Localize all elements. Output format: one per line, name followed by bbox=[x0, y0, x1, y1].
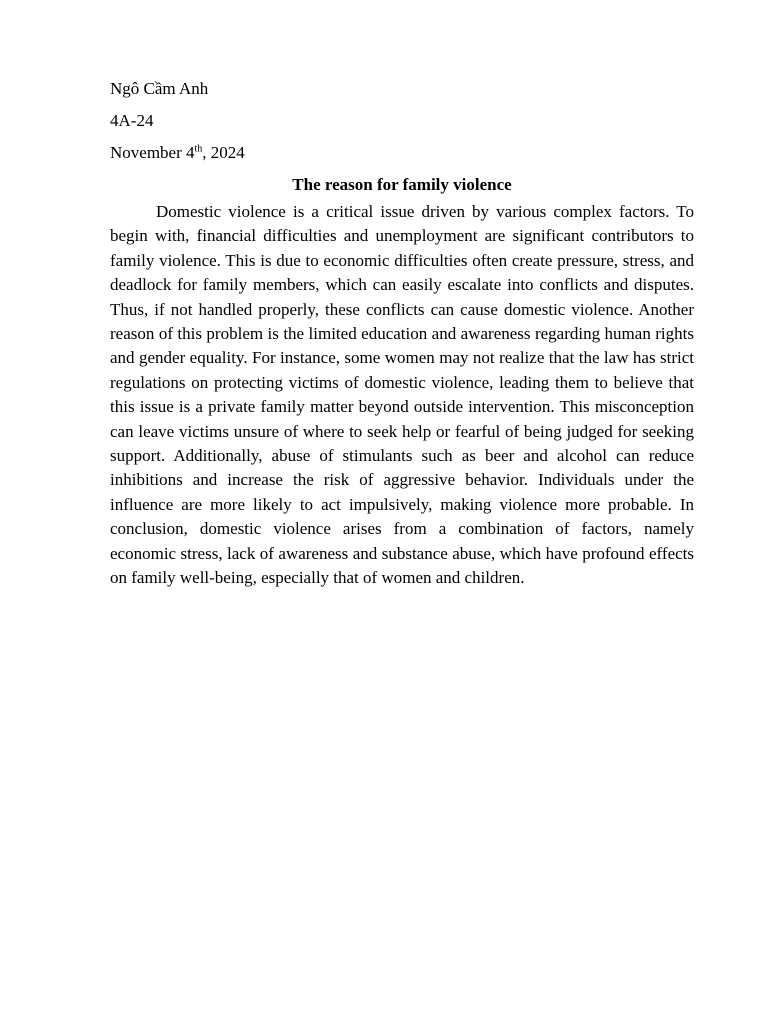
class-code: 4A-24 bbox=[110, 111, 154, 130]
document-title: The reason for family violence bbox=[292, 175, 512, 194]
date-prefix: November 4 bbox=[110, 143, 195, 162]
date-ordinal-suffix: th bbox=[194, 143, 203, 155]
author-name: Ngô Cầm Anh bbox=[110, 79, 209, 98]
document-date bbox=[110, 142, 694, 164]
essay-paragraph: Domestic violence is a critical issue driven by various complex factors. To begin with, financial difficulties and unemployment are significant contributors to family violence. This is due to economic difficulties often create pressure, stress, and deadlock for family members, which can easily escalate into conflicts and disputes. Thus, if not handled properly, these conflicts can cause domestic violence. Another reason of this problem is the limited education and awareness regarding human rights and gender equality. For instance, some women may not realize that the law has strict regulations on protecting victims of domestic violence, leading them to believe that this issue is a private family matter beyond outside intervention. This misconception can leave victims unsure of where to seek help or fearful of being judged for seeking support. Additionally, abuse of stimulants such as beer and alcohol can reduce inhibitions and increase the risk of aggressive behavior. Individuals under the influence are more likely to act impulsively, making violence more probable. In conclusion, domestic violence arises from a combination of factors, namely economic stress, lack of awareness and substance abuse, which have profound effects on family well-being, especially that of women and children. bbox=[110, 202, 694, 588]
date-year: , 2024 bbox=[202, 143, 245, 162]
document-body bbox=[110, 78, 694, 591]
